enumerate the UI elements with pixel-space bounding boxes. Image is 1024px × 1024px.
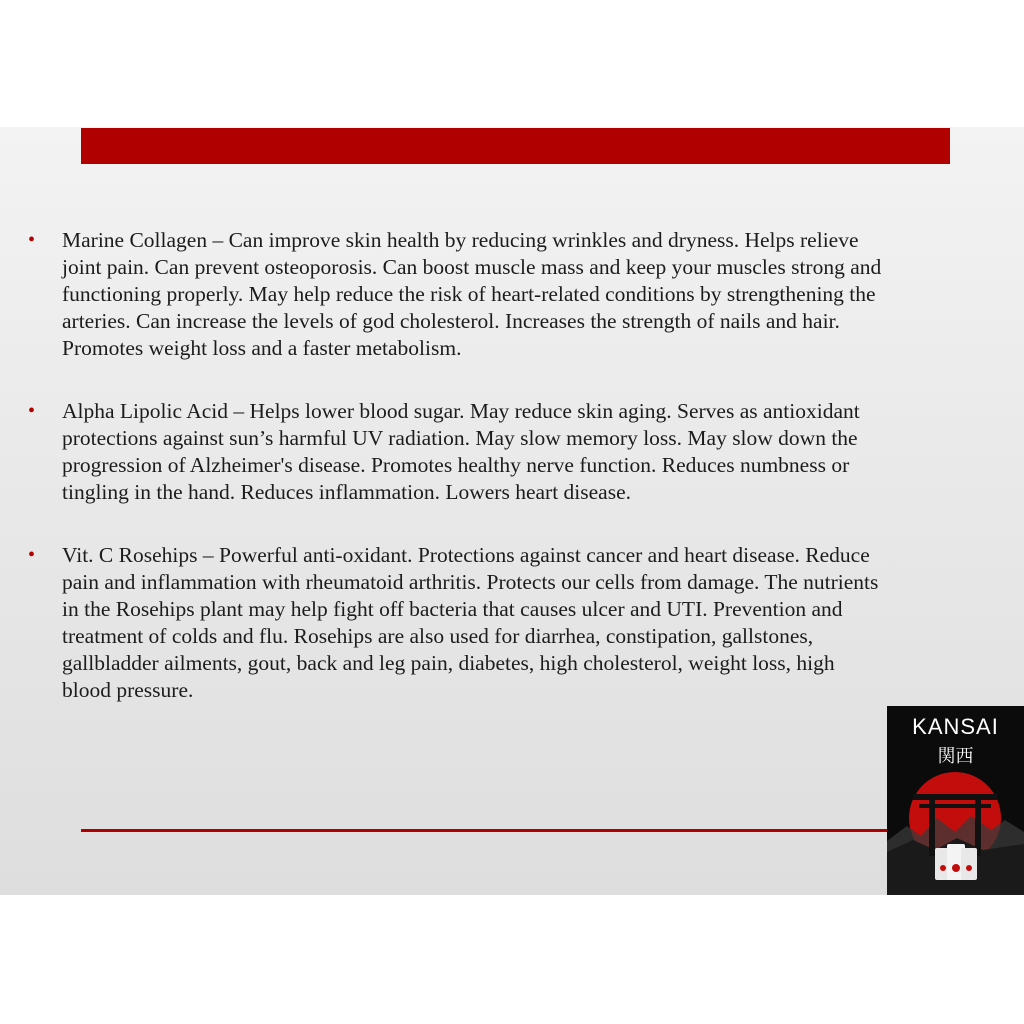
bullet-text: Alpha Lipolic Acid – Helps lower blood sugar. May reduce skin aging. Serves as antioxidant protections against sun’s harmful UV radiation. May slow memory loss. May slow down the progression of Alzheimer's disease. Promotes healthy nerve function. Reduces numbness or tingling in the hand. Reduces inflammation. Lowers heart disease. [62,399,860,504]
bullet-list [28,227,888,740]
bullet-text: Vit. C Rosehips – Powerful anti-oxidant. Protections against cancer and heart disease. Reduce pain and inflammation with rheumatoid arthritis. Protects our cells from damage. The nutrients in the Rosehips plant may help fight off bacteria that causes ulcer and UTI. Prevention and treatment of colds and flu. Rosehips are also used for diarrhea, constipation, gallstones, gallbladder ailments, gout, back and leg pain, diabetes, high cholesterol, weight loss, high blood pressure. [62,543,879,702]
logo-torii-artwork [887,766,1024,895]
top-accent-bar [81,128,950,164]
logo-brand-text: KANSAI [912,714,999,739]
bullet-alpha-lipolic-acid [28,398,888,506]
kansai-logo [887,706,1024,895]
bottom-accent-line [81,829,887,832]
bullet-dot-icon: • [28,400,36,422]
logo-japanese-text: 関西 [937,746,974,767]
bullet-vit-c-rosehips [28,542,888,704]
bullet-marine-collagen [28,227,888,362]
bullet-dot-icon: • [28,544,36,566]
slide [0,127,1024,895]
bullet-text: Marine Collagen – Can improve skin health by reducing wrinkles and dryness. Helps relieve joint pain. Can prevent osteoporosis. Can boost muscle mass and keep your muscles strong and functioning properly. May help reduce the risk of heart-related conditions by strengthening the arteries. Can increase the levels of god cholesterol. Increases the strength of nails and hair. Promotes weight loss and a faster metabolism. [62,228,882,360]
product-bottles-icon [935,844,977,880]
bullet-dot-icon: • [28,229,36,251]
